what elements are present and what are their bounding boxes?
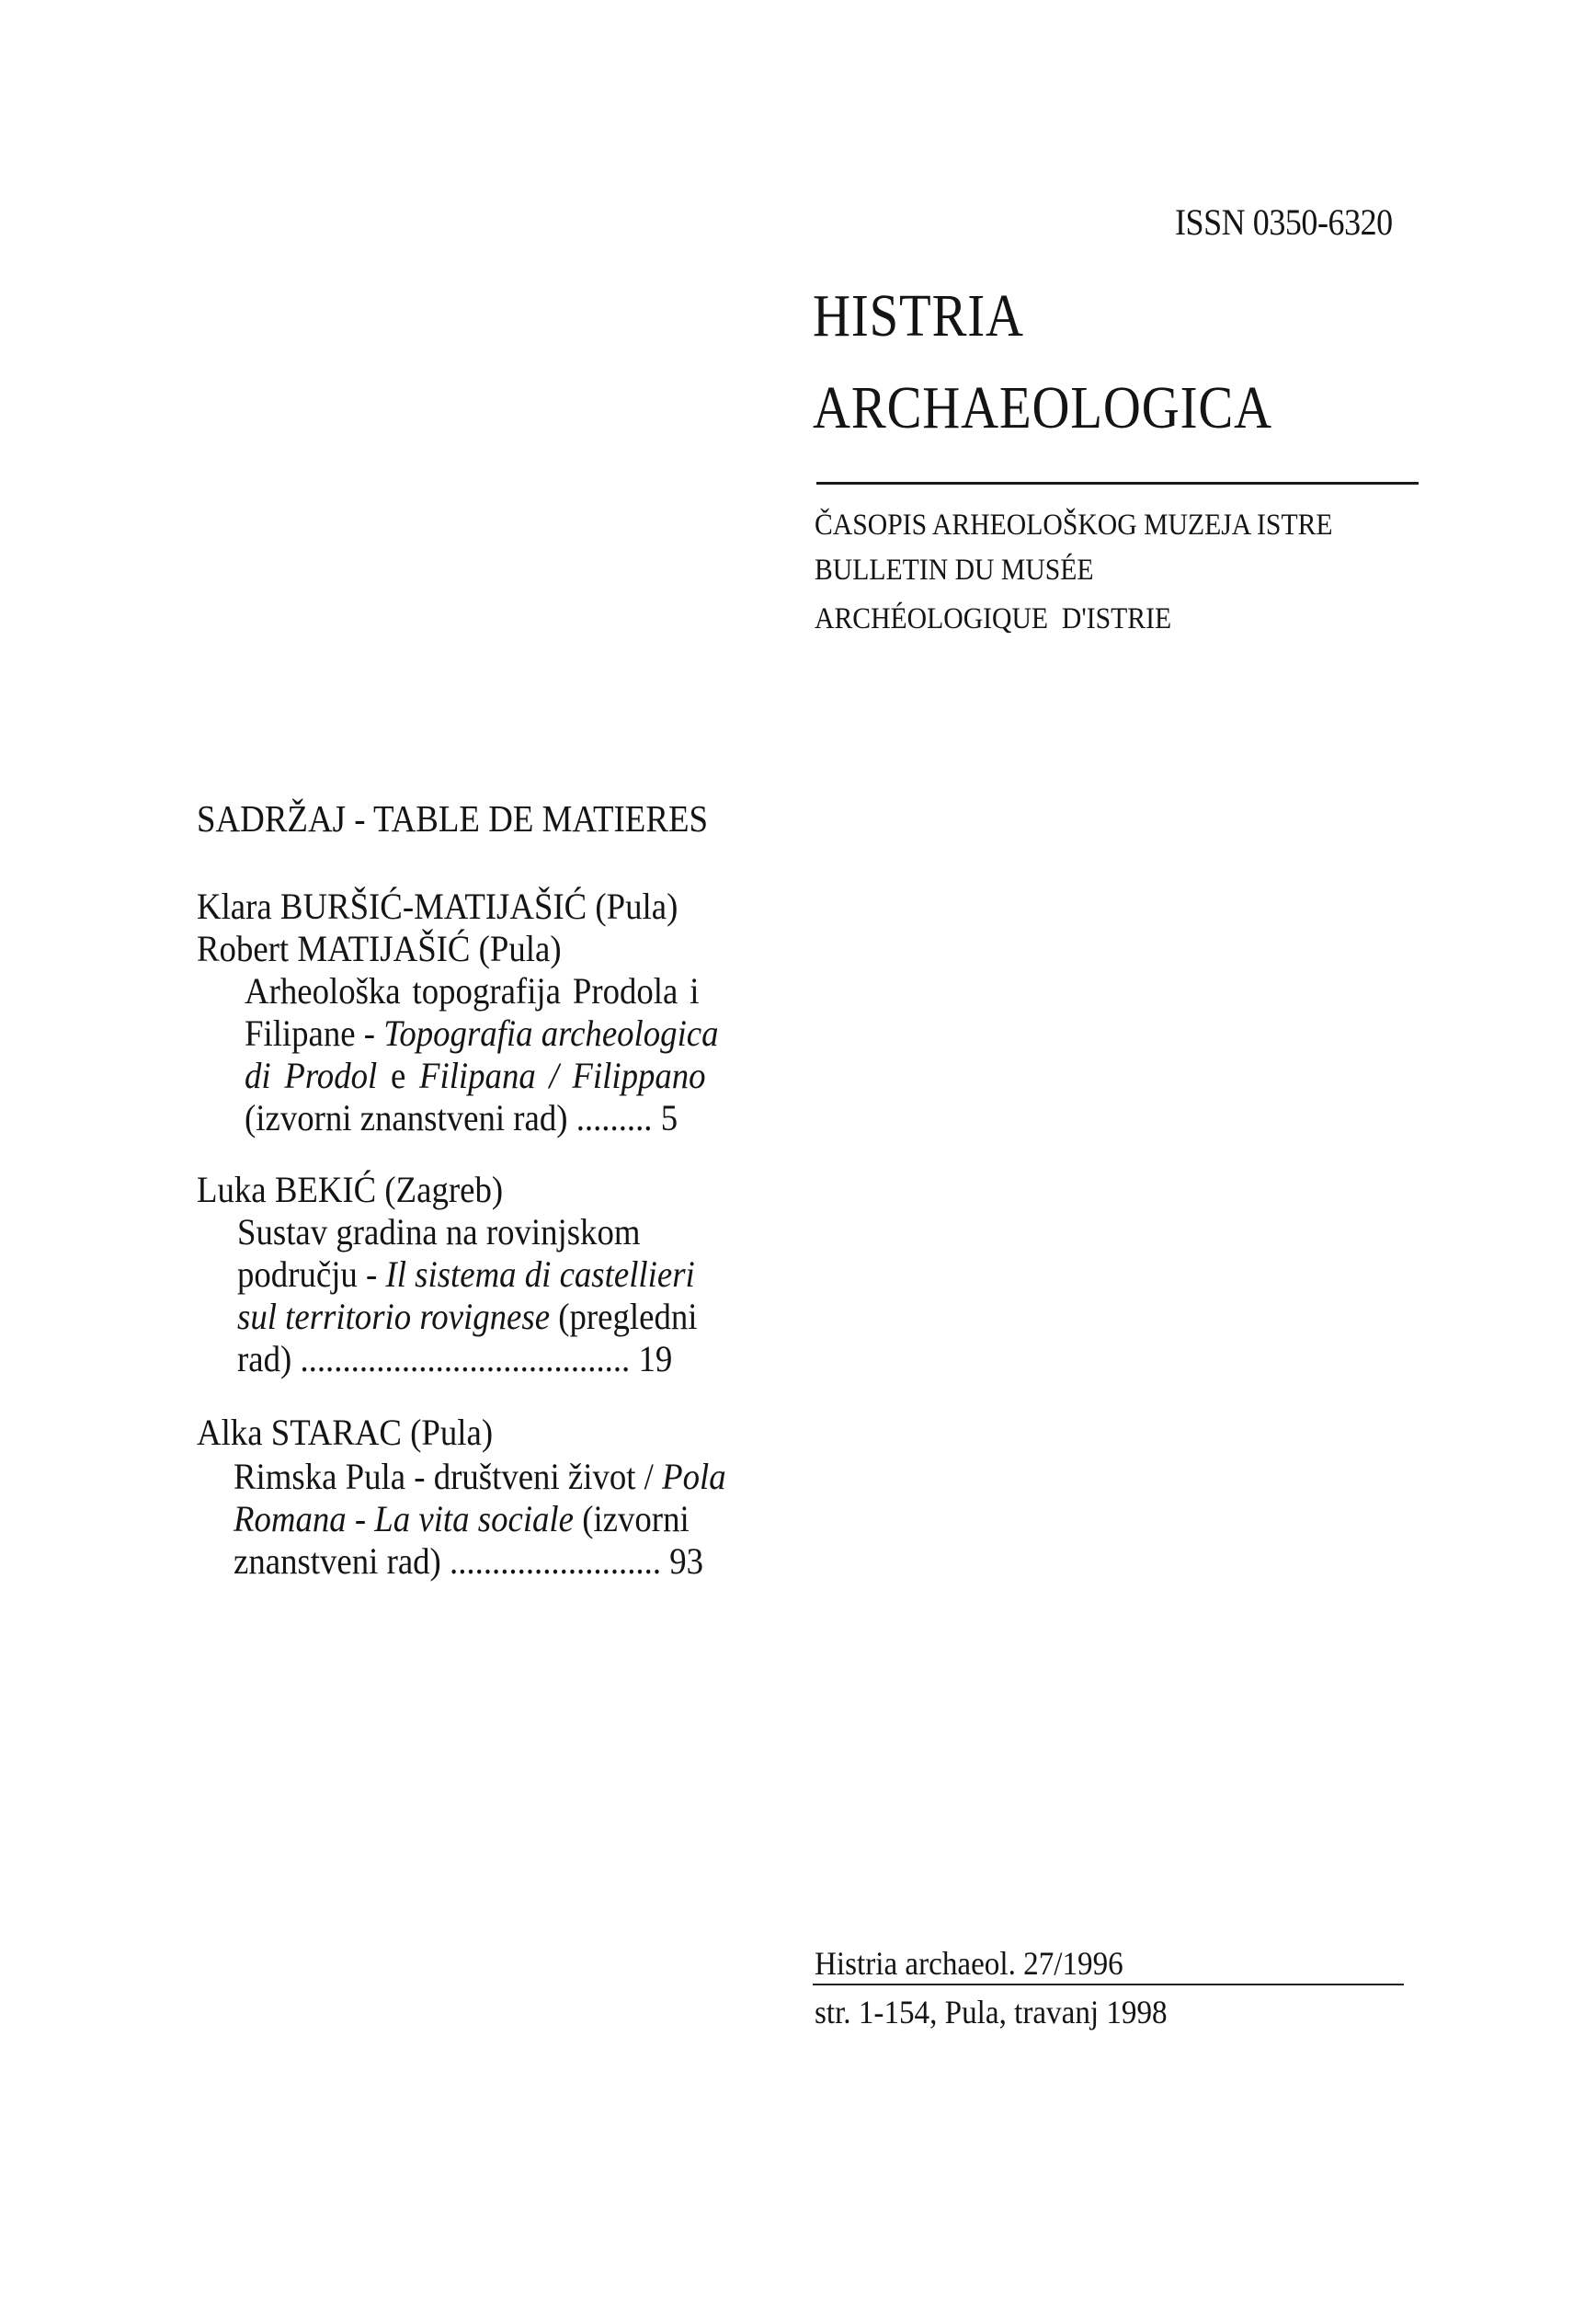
- toc-entry-1-title-line-2: [245, 1012, 719, 1054]
- toc-entry-2-title-line-1: [237, 1211, 641, 1252]
- subtitle-line-2: BULLETIN DU MUSÉE: [815, 554, 1094, 587]
- toc-entry-2-title-line-2: [237, 1253, 695, 1295]
- title-text: području -: [237, 1253, 386, 1295]
- title-text: Arheološka topografija Prodola i: [245, 970, 700, 1012]
- title-text: Sustav gradina na rovinjskom: [237, 1211, 641, 1252]
- title-italic: sul territorio rovignese: [237, 1296, 551, 1337]
- footer-citation: Histria archaeol. 27/1996: [815, 1945, 1123, 1982]
- leader-dots: .........: [567, 1097, 653, 1138]
- article-type: rad): [237, 1338, 292, 1379]
- toc-entry-1-title-line-3: [245, 1055, 706, 1096]
- toc-entry-3-title-line-2: [234, 1498, 690, 1539]
- leader-dots: .........................: [440, 1540, 662, 1582]
- toc-entry-2-author-1: Luka BEKIĆ (Zagreb): [197, 1169, 504, 1210]
- title-text: e: [377, 1055, 420, 1096]
- toc-entry-2-title-line-3: [237, 1298, 697, 1335]
- title-italic: Pola: [662, 1456, 726, 1497]
- toc-entry-3-title-line-1: [234, 1458, 726, 1495]
- title-italic: Topografia archeologica: [383, 1012, 719, 1054]
- title-italic: Filipana / Filippano: [419, 1055, 706, 1096]
- journal-title-line2: ARCHAEOLOGICA: [813, 374, 1272, 441]
- toc-heading: SADRŽAJ - TABLE DE MATIERES: [197, 797, 709, 840]
- page-number[interactable]: 5: [660, 1097, 678, 1138]
- footer-divider: [813, 1984, 1404, 1985]
- footer-pages-place-date: str. 1-154, Pula, travanj 1998: [815, 1994, 1168, 2030]
- subtitle-line-1: ČASOPIS ARHEOLOŠKOG MUZEJA ISTRE: [815, 509, 1333, 542]
- page-number[interactable]: 19: [638, 1338, 673, 1379]
- title-italic: Romana - La vita sociale: [234, 1498, 574, 1539]
- title-text: (izvorni: [573, 1498, 690, 1539]
- title-italic: Prodol: [284, 1055, 378, 1096]
- toc-entry-1-author-2: Robert MATIJAŠIĆ (Pula): [197, 928, 562, 969]
- toc-entry-3-title-line-3: [234, 1540, 704, 1582]
- journal-title-line1: HISTRIA: [813, 282, 1024, 349]
- title-text: Rimska Pula - društveni život /: [234, 1456, 663, 1497]
- toc-entry-3-author-1: Alka STARAC (Pula): [197, 1412, 494, 1453]
- leader-dots: .......................................: [291, 1338, 631, 1379]
- article-type: (izvorni znanstveni rad): [245, 1097, 568, 1138]
- title-text: Filipane -: [245, 1012, 384, 1054]
- title-italic: Il sistema di castellieri: [385, 1253, 695, 1295]
- toc-entry-1-author-1: Klara BURŠIĆ-MATIJAŠIĆ (Pula): [197, 886, 678, 927]
- article-type: znanstveni rad): [234, 1540, 441, 1582]
- issn-number: ISSN 0350-6320: [1175, 201, 1393, 243]
- page-number[interactable]: 93: [669, 1540, 704, 1582]
- title-italic: di: [245, 1055, 285, 1096]
- toc-entry-2-title-line-4: [237, 1338, 673, 1379]
- toc-entry-1-title-line-1: [245, 970, 700, 1012]
- subtitle-line-3: ARCHÉOLOGIQUE D'ISTRIE: [815, 602, 1172, 635]
- title-text: (pregledni: [550, 1296, 698, 1337]
- title-divider: [816, 482, 1419, 485]
- toc-entry-1-title-line-4: [245, 1097, 678, 1138]
